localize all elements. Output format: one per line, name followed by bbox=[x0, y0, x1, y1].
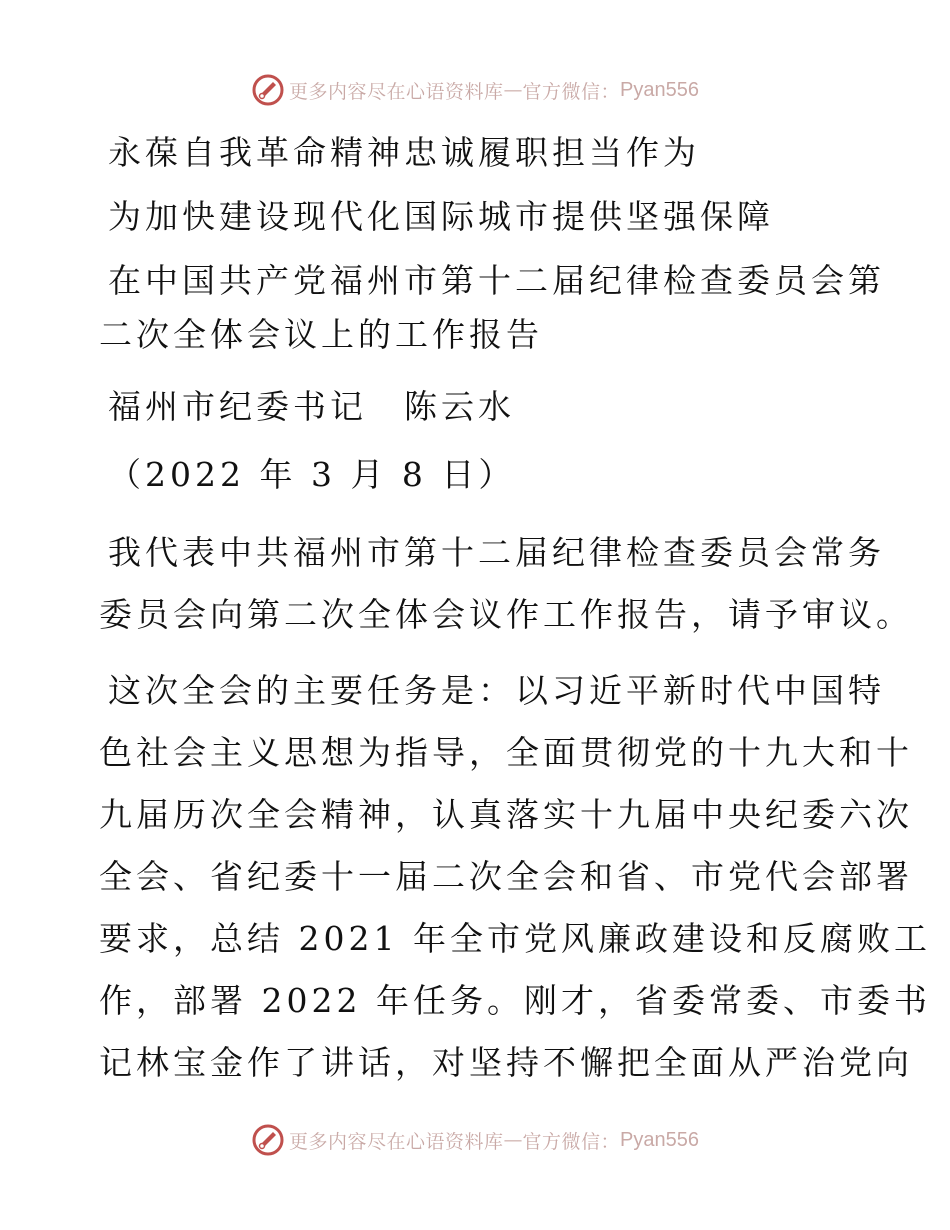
paragraph-2-line: 这次全会的主要任务是：以习近平新时代中国特 bbox=[108, 671, 885, 710]
doc-subtitle-line-1: 在中国共产党福州市第十二届纪律检查委员会第 bbox=[108, 261, 885, 300]
watermark-separator: — bbox=[503, 1129, 523, 1151]
document-body bbox=[99, 120, 931, 1094]
watermark-contact-id: Pyan556 bbox=[620, 78, 699, 101]
watermark-header bbox=[0, 70, 950, 110]
paragraph-2 bbox=[99, 660, 931, 1094]
doc-date: （2022 年 3 月 8 日） bbox=[108, 455, 516, 494]
paragraph-2-line: 全会、省纪委十一届二次全会和省、市党代会部署 bbox=[99, 857, 913, 896]
watermark-contact-label: 官方微信： bbox=[522, 1130, 621, 1153]
doc-title-line-2: 为加快建设现代化国际城市提供坚强保障 bbox=[108, 197, 774, 236]
watermark-contact-label: 官方微信： bbox=[522, 80, 621, 103]
doc-subtitle-line-2: 二次全体会议上的工作报告 bbox=[99, 315, 543, 354]
paragraph-1-line: 委员会向第二次全体会议作工作报告，请予审议。 bbox=[99, 595, 913, 634]
doc-author: 福州市纪委书记 陈云水 bbox=[108, 387, 515, 426]
logo-icon bbox=[251, 1123, 285, 1157]
paragraph-1-line: 我代表中共福州市第十二届纪律检查委员会常务 bbox=[108, 533, 885, 572]
paragraph-1 bbox=[99, 522, 913, 646]
paragraph-2-line: 记林宝金作了讲话，对坚持不懈把全面从严治党向 bbox=[99, 1043, 913, 1082]
paragraph-2-line: 色社会主义思想为指导，全面贯彻党的十九大和十 bbox=[99, 733, 913, 772]
paragraph-2-line: 要求，总结 2021 年全市党风廉政建设和反腐败工 bbox=[99, 919, 931, 958]
doc-title-line-1: 永葆自我革命精神忠诚履职担当作为 bbox=[108, 133, 700, 172]
watermark-text: 更多内容尽在心语资料库 bbox=[289, 80, 504, 103]
watermark-text: 更多内容尽在心语资料库 bbox=[289, 1130, 504, 1153]
paragraph-2-line: 作，部署 2022 年任务。刚才，省委常委、市委书 bbox=[99, 981, 931, 1020]
watermark-contact-id: Pyan556 bbox=[620, 1128, 699, 1151]
watermark-footer bbox=[0, 1120, 950, 1160]
logo-icon bbox=[251, 73, 285, 107]
paragraph-2-line: 九届历次全会精神，认真落实十九届中央纪委六次 bbox=[99, 795, 913, 834]
watermark-separator: — bbox=[503, 79, 523, 101]
